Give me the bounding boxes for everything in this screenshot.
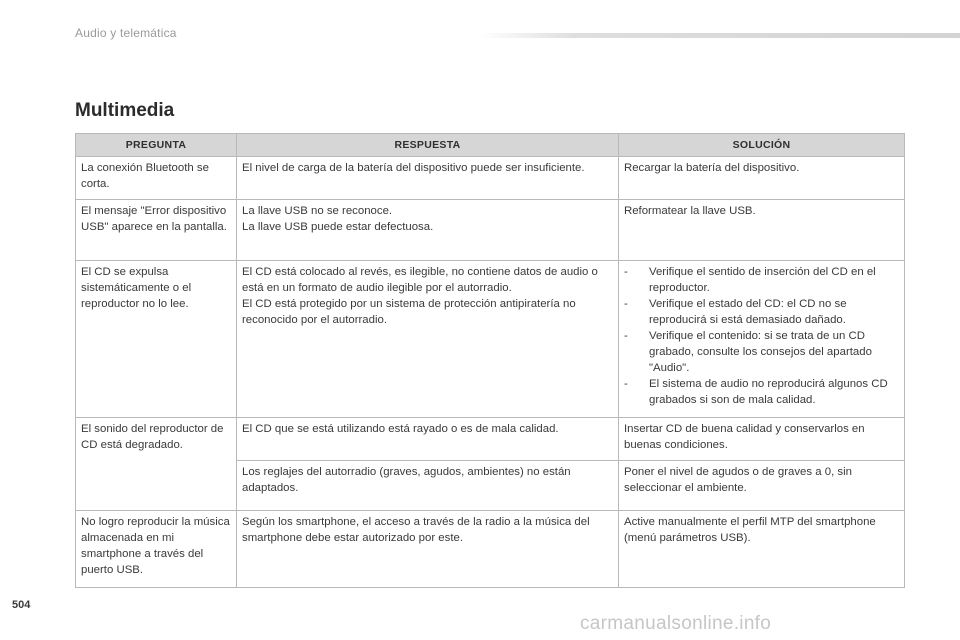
- solution-step: El sistema de audio no reproducirá algunos CD grabados si son de mala calidad.: [649, 378, 888, 406]
- solution-list: [624, 264, 899, 408]
- column-header-question: PREGUNTA: [76, 134, 237, 157]
- table-row: [76, 418, 905, 461]
- page-number: 504: [12, 599, 31, 611]
- list-item: [624, 264, 899, 296]
- list-item: [624, 376, 899, 408]
- question-cell: El mensaje "Error dispositivo USB" aparece en la pantalla.: [76, 200, 237, 261]
- question-cell: La conexión Bluetooth se corta.: [76, 157, 237, 200]
- answer-line: El CD está colocado al revés, es ilegible, no contiene datos de audio o está en un formato de audio ilegible por el autorradio.: [242, 266, 598, 294]
- solution-step: Verifique el sentido de inserción del CD en el reproductor.: [649, 266, 876, 294]
- list-item: [624, 296, 899, 328]
- solution-step: Verifique el estado del CD: el CD no se reproducirá si está demasiado dañado.: [649, 298, 847, 326]
- column-header-solution: SOLUCIÓN: [619, 134, 905, 157]
- bullet-dash: -: [624, 330, 628, 342]
- solution-cell: Reformatear la llave USB.: [619, 200, 905, 261]
- answer-cell: Los reglajes del autorradio (graves, agudos, ambientes) no están adaptados.: [237, 461, 619, 511]
- solution-cell: Insertar CD de buena calidad y conservarlos en buenas condiciones.: [619, 418, 905, 461]
- table-header-row: [76, 134, 905, 157]
- question-cell: No logro reproducir la música almacenada en mi smartphone a través del puerto USB.: [76, 511, 237, 588]
- bullet-dash: -: [624, 298, 628, 310]
- answer-cell: Según los smartphone, el acceso a través de la radio a la música del smartphone debe estar autorizado por este.: [237, 511, 619, 588]
- answer-cell: El CD que se está utilizando está rayado o es de mala calidad.: [237, 418, 619, 461]
- table-row: [76, 261, 905, 418]
- watermark: carmanualsonline.info: [580, 613, 772, 634]
- solution-cell: Recargar la batería del dispositivo.: [619, 157, 905, 200]
- table-row: [76, 511, 905, 588]
- header-divider: [480, 33, 960, 38]
- solution-step: Verifique el contenido: si se trata de un CD grabado, consulte los consejos del apartado "Audio".: [649, 330, 872, 374]
- answer-cell: [237, 261, 619, 418]
- solution-cell: [619, 261, 905, 418]
- answer-line: La llave USB puede estar defectuosa.: [242, 221, 434, 233]
- solution-cell: Active manualmente el perfil MTP del smartphone (menú parámetros USB).: [619, 511, 905, 588]
- question-cell: El CD se expulsa sistemáticamente o el reproductor no lo lee.: [76, 261, 237, 418]
- column-header-answer: RESPUESTA: [237, 134, 619, 157]
- answer-line: La llave USB no se reconoce.: [242, 205, 393, 217]
- page-title: Multimedia: [75, 100, 175, 121]
- solution-cell: Poner el nivel de agudos o de graves a 0, sin seleccionar el ambiente.: [619, 461, 905, 511]
- bullet-dash: -: [624, 378, 628, 390]
- answer-cell: [237, 200, 619, 261]
- question-cell: El sonido del reproductor de CD está degradado.: [76, 418, 237, 511]
- table-row: [76, 157, 905, 200]
- bullet-dash: -: [624, 266, 628, 278]
- section-header: Audio y telemática: [75, 26, 177, 40]
- answer-line: El CD está protegido por un sistema de protección antipiratería no reconocido por el autorradio.: [242, 298, 576, 326]
- troubleshooting-table: [75, 133, 905, 588]
- list-item: [624, 328, 899, 376]
- table-row: [76, 200, 905, 261]
- answer-cell: El nivel de carga de la batería del dispositivo puede ser insuficiente.: [237, 157, 619, 200]
